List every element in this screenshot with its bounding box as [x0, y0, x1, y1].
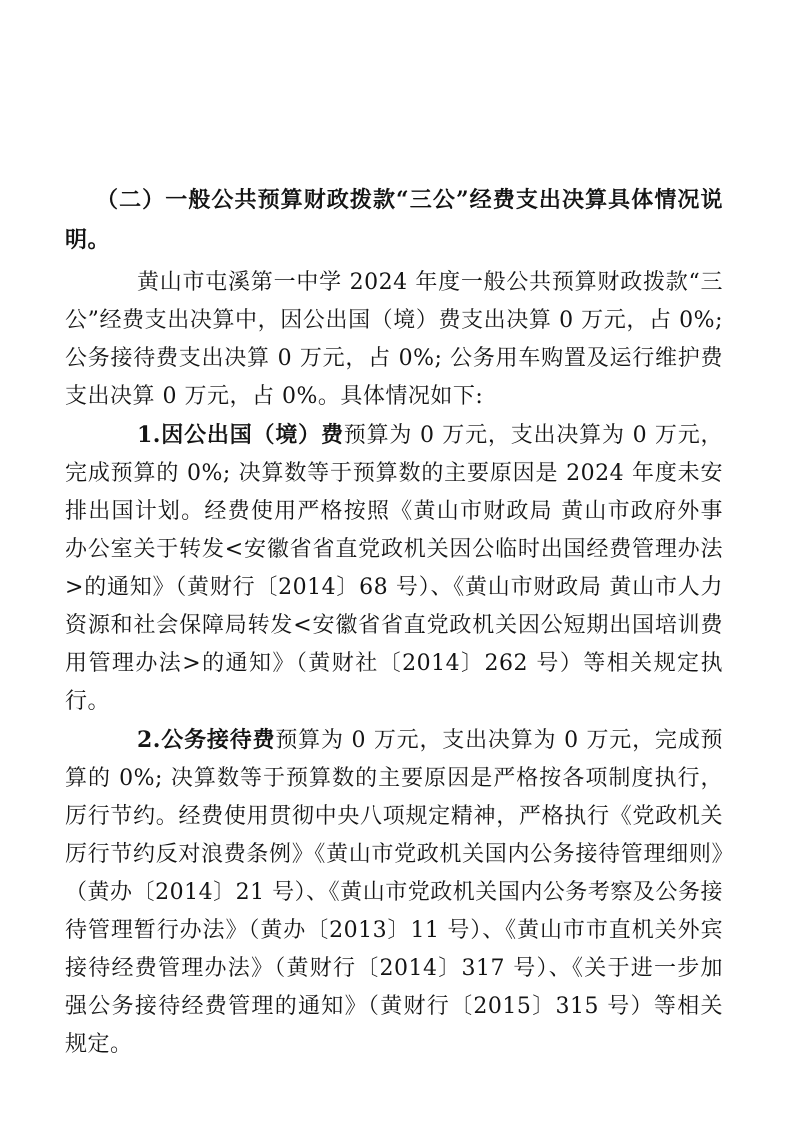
paragraph-lead: 1.因公出国（境）费	[137, 422, 344, 448]
paragraph-text: 预算为 0 万元，支出决算为 0 万元，完成预算的 0%; 决算数等于预算数的主要原因是 2024 年度未安排出国计划。经费使用严格按照《黄山市财政局 黄山市政府外事办公室关于转发<安徽省省直党政机关因公临时出国经费管理办法>的通知》（黄财行〔2014〕68 号）、《黄山市财政局 黄山市人力资源和社会保障局转发<安徽省省直党政机关因公短期出国培训费用管理办法>的通知》（黄财社〔2014〕262 号）等相关规定执行。	[65, 423, 724, 714]
paragraph-text: 黄山市屯溪第一中学 2024 年度一般公共预算财政拨款“三公”经费支出决算中，因公出国（境）费支出决算 0 万元，占 0%; 公务接待费支出决算 0 万元，占 0%; 公务用车购置及运行维护费支出决算 0 万元，占 0%。具体情况如下:	[65, 270, 723, 409]
paragraph-lead: 2.公务接待费	[137, 727, 276, 753]
document-body	[65, 180, 723, 1064]
section-heading: （二）一般公共预算财政拨款“三公”经费支出决算具体情况说明。	[65, 187, 723, 253]
paragraph-overview	[65, 263, 723, 416]
paragraph-abroad-expense	[65, 416, 723, 721]
paragraph-text: 预算为 0 万元，支出决算为 0 万元，完成预算的 0%; 决算数等于预算数的主要原因是严格按各项制度执行，厉行节约。经费使用贯彻中央八项规定精神，严格执行《党政机关厉行节约反对浪费条例》《黄山市党政机关国内公务接待管理细则》（黄办〔2014〕21 号）、《黄山市党政机关国内公务考察及公务接待管理暂行办法》（黄办〔2013〕11 号）、《黄山市市直机关外宾接待经费管理办法》（黄财行〔2014〕317 号）、《关于进一步加强公务接待经费管理的通知》（黄财行〔2015〕315 号）等相关规定。	[65, 728, 723, 1057]
paragraph-reception-expense	[65, 721, 723, 1064]
